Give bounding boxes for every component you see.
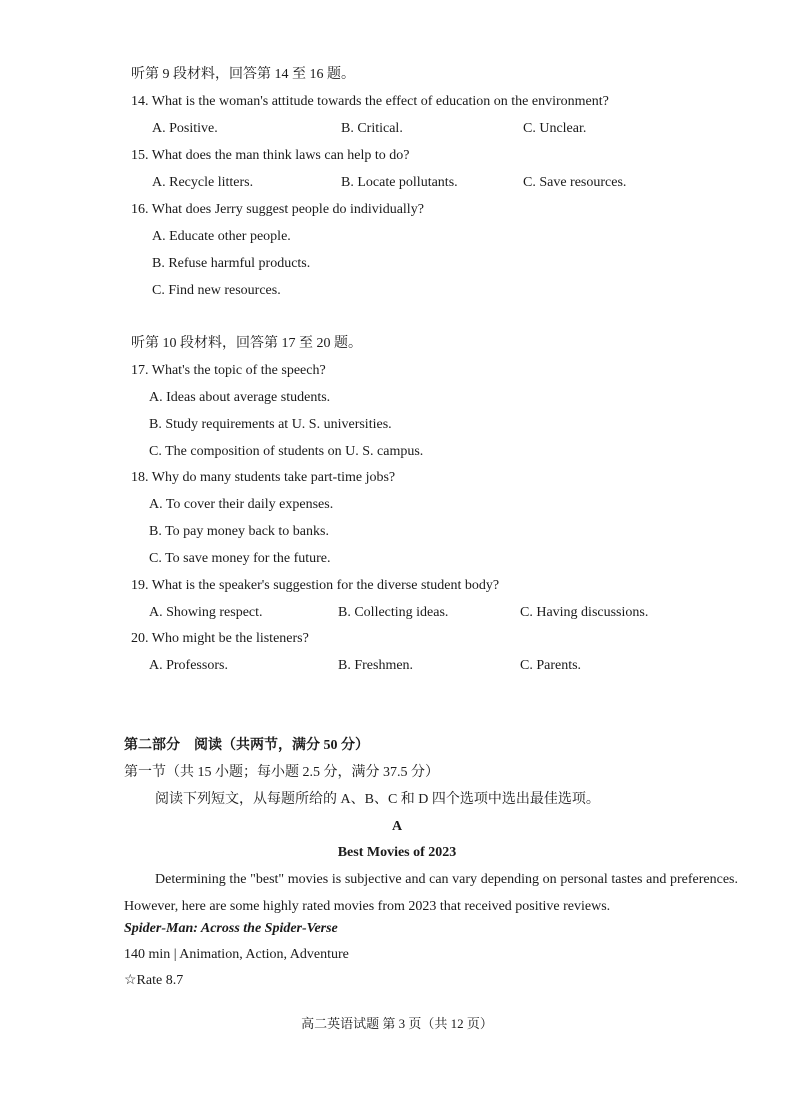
- q18-option-b: B. To pay money back to banks.: [149, 524, 329, 539]
- q19-stem: 19. What is the speaker's suggestion for the diverse student body?: [131, 578, 500, 593]
- movie1-title: Spider-Man: Across the Spider-Verse: [124, 921, 338, 936]
- q14-option-b: B. Critical.: [341, 121, 403, 136]
- reading-instruction: 阅读下列短文，从每题所给的 A、B、C 和 D 四个选项中选出最佳选项。: [155, 792, 600, 807]
- part2-heading: 第二部分 阅读（共两节，满分 50 分）: [124, 738, 369, 753]
- q17-option-c: C. The composition of students on U. S. campus.: [149, 444, 424, 459]
- q15-option-a: A. Recycle litters.: [152, 175, 254, 190]
- passage-intro: Determining the "best" movies is subjective and can vary depending on personal tastes and preferences. However, here are some highly rated movies from 2023 that received positive reviews.: [124, 872, 738, 914]
- q16-option-c: C. Find new resources.: [152, 283, 281, 298]
- page-footer: 高二英语试题 第 3 页（共 12 页）: [301, 1016, 493, 1031]
- movie1-info: 140 min | Animation, Action, Adventure: [124, 947, 349, 962]
- q16-option-a: A. Educate other people.: [152, 229, 291, 244]
- section9-instruction: 听第 9 段材料，回答第 14 至 16 题。: [131, 67, 355, 82]
- q19-option-a: A. Showing respect.: [149, 605, 263, 620]
- q16-option-b: B. Refuse harmful products.: [152, 256, 311, 271]
- movie1-rate: ☆Rate 8.7: [124, 973, 184, 988]
- section1-heading: 第一节（共 15 小题；每小题 2.5 分，满分 37.5 分）: [124, 765, 439, 780]
- q17-option-b: B. Study requirements at U. S. universities.: [149, 417, 392, 432]
- passage-letter: A: [391, 819, 403, 834]
- q18-option-a: A. To cover their daily expenses.: [149, 497, 334, 512]
- passage-title: Best Movies of 2023: [337, 845, 457, 860]
- q17-stem: 17. What's the topic of the speech?: [131, 363, 326, 378]
- q20-option-a: A. Professors.: [149, 658, 228, 673]
- q19-option-c: C. Having discussions.: [520, 605, 649, 620]
- q18-option-c: C. To save money for the future.: [149, 551, 331, 566]
- q17-option-a: A. Ideas about average students.: [149, 390, 331, 405]
- q14-stem: 14. What is the woman's attitude towards the effect of education on the environment?: [131, 94, 609, 109]
- q19-option-b: B. Collecting ideas.: [338, 605, 449, 620]
- q14-option-a: A. Positive.: [152, 121, 218, 136]
- q15-stem: 15. What does the man think laws can help to do?: [131, 148, 410, 163]
- q14-option-c: C. Unclear.: [523, 121, 587, 136]
- q18-stem: 18. Why do many students take part-time jobs?: [131, 470, 396, 485]
- q20-option-b: B. Freshmen.: [338, 658, 414, 673]
- q20-option-c: C. Parents.: [520, 658, 582, 673]
- q20-stem: 20. Who might be the listeners?: [131, 631, 309, 646]
- q15-option-c: C. Save resources.: [523, 175, 627, 190]
- q16-stem: 16. What does Jerry suggest people do individually?: [131, 202, 424, 217]
- q15-option-b: B. Locate pollutants.: [341, 175, 458, 190]
- section10-instruction: 听第 10 段材料，回答第 17 至 20 题。: [131, 336, 362, 351]
